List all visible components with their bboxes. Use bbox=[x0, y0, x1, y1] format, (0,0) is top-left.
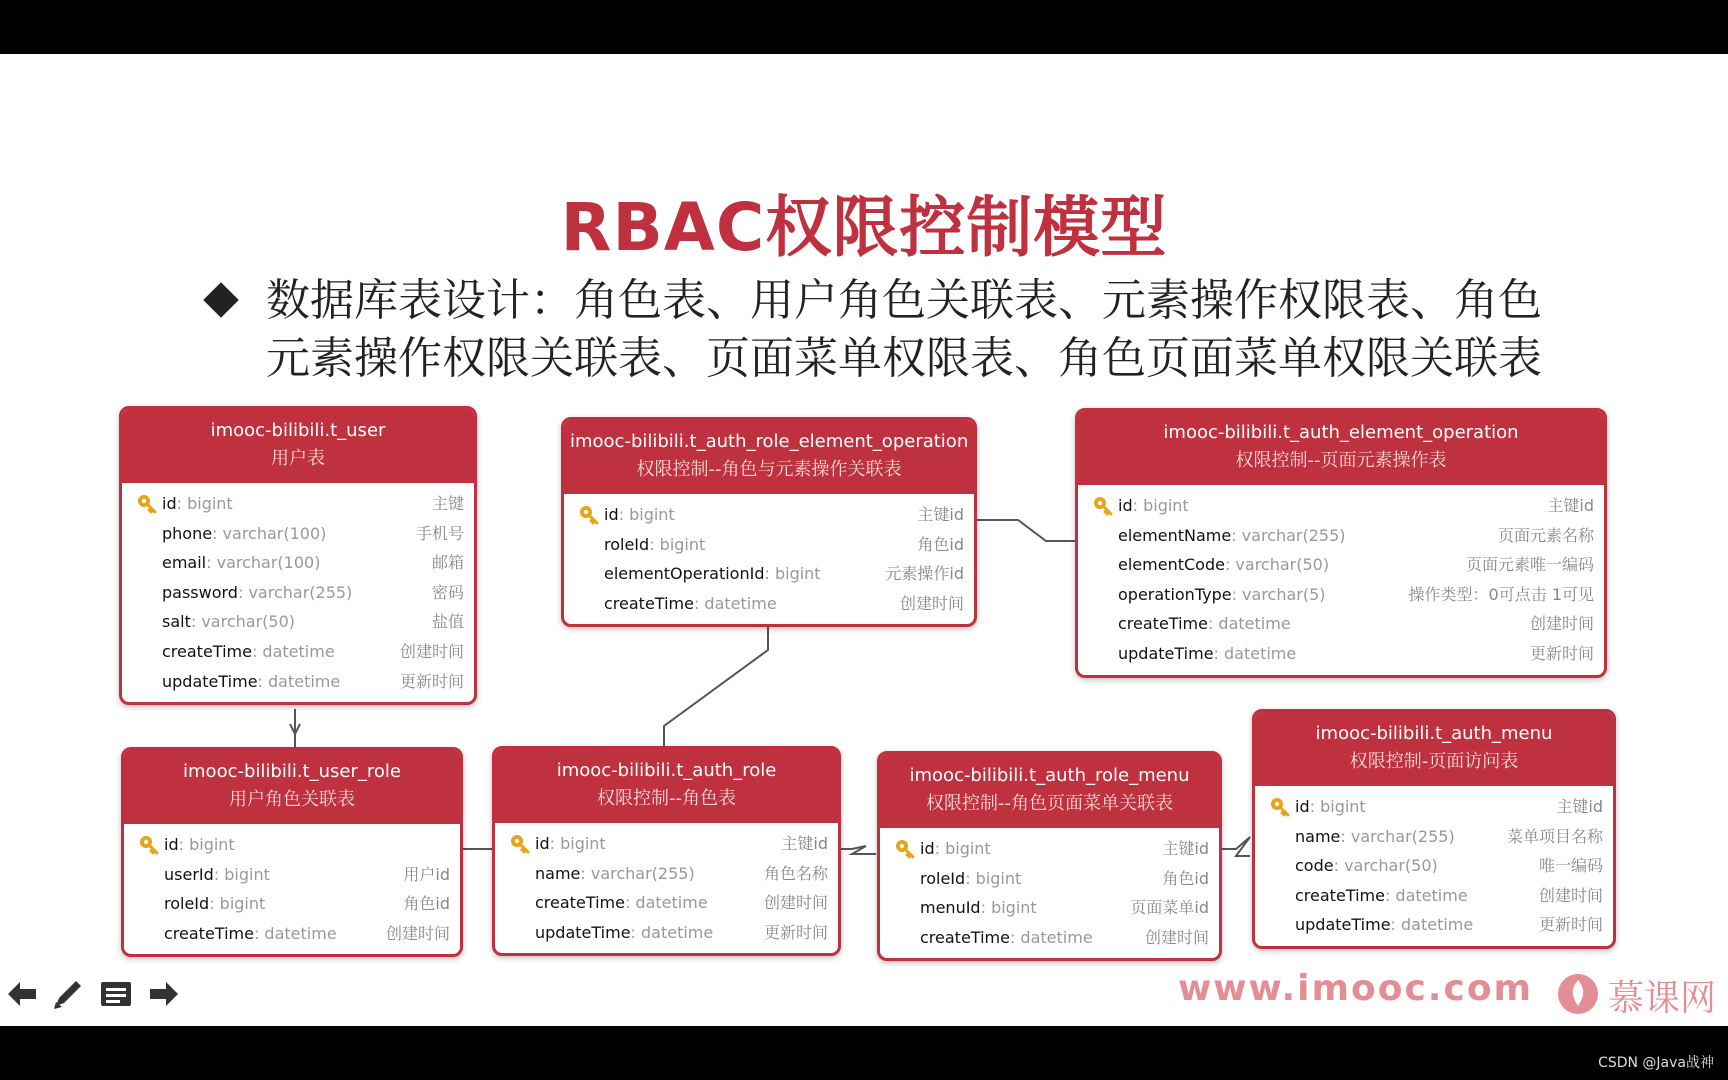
field-name-text: createTime bbox=[535, 893, 625, 913]
field-row-updateTime bbox=[1078, 639, 1604, 669]
field-type: : bigint bbox=[176, 494, 233, 513]
field-list bbox=[122, 483, 474, 702]
primary-key-icon bbox=[1269, 796, 1291, 818]
field-name-text: password bbox=[162, 582, 238, 602]
field-name bbox=[535, 918, 713, 948]
field-name bbox=[535, 888, 708, 918]
field-type: : datetime bbox=[257, 671, 341, 691]
field-name bbox=[604, 500, 675, 530]
field-name bbox=[604, 589, 777, 619]
field-row-updateTime bbox=[1255, 910, 1613, 940]
field-name-text: id bbox=[604, 505, 619, 524]
field-row-id bbox=[122, 489, 474, 519]
field-type: : datetime bbox=[630, 922, 714, 942]
field-comment: 更新时间 bbox=[1538, 915, 1603, 935]
link-roleelem-role bbox=[664, 624, 768, 747]
primary-key-icon bbox=[1092, 495, 1114, 517]
field-name bbox=[535, 859, 695, 889]
field-row-roleId bbox=[564, 530, 974, 560]
field-type: : bigint bbox=[649, 534, 706, 554]
field-comment: 操作类型：0可点击 1可见 bbox=[1408, 584, 1594, 604]
field-name-text: salt bbox=[162, 612, 191, 632]
arrow-left-icon[interactable] bbox=[4, 976, 40, 1012]
field-comment: 菜单项目名称 bbox=[1506, 826, 1603, 846]
field-comment: 角色id bbox=[403, 894, 450, 914]
field-type: : datetime bbox=[624, 893, 708, 913]
field-name bbox=[164, 889, 265, 919]
primary-key-icon bbox=[894, 838, 916, 860]
field-comment: 主键id bbox=[1556, 797, 1603, 816]
field-comment: 主键id bbox=[781, 834, 828, 853]
field-name-text: name bbox=[535, 863, 581, 883]
table-comment: 用户角色关联表 bbox=[229, 789, 355, 810]
field-name-text: createTime bbox=[1118, 614, 1208, 634]
field-name-text: code bbox=[1295, 856, 1334, 876]
field-row-menuId bbox=[880, 893, 1219, 923]
field-row-createTime bbox=[564, 589, 974, 619]
primary-key-icon bbox=[138, 834, 160, 856]
watermark: CSDN @Java战神 bbox=[1598, 1055, 1714, 1071]
field-name bbox=[1295, 910, 1473, 940]
field-name bbox=[162, 607, 295, 637]
field-name-text: operationType bbox=[1118, 584, 1232, 604]
field-name-text: createTime bbox=[1295, 885, 1385, 905]
arrow-right-icon[interactable] bbox=[146, 976, 182, 1012]
field-comment: 主键id bbox=[917, 505, 964, 524]
field-row-createTime bbox=[1255, 881, 1613, 911]
field-type: : bigint bbox=[965, 868, 1022, 888]
field-comment: 元素操作id bbox=[885, 564, 964, 584]
field-type: : varchar(255) bbox=[1231, 525, 1346, 545]
field-row-code bbox=[1255, 851, 1613, 881]
field-name bbox=[535, 829, 606, 859]
field-row-createTime bbox=[1078, 609, 1604, 639]
table-t-auth-menu[interactable] bbox=[1252, 709, 1616, 949]
field-name-text: menuId bbox=[920, 898, 981, 918]
field-name-text: name bbox=[1295, 826, 1341, 846]
field-type: : bigint bbox=[209, 894, 266, 914]
primary-key-icon bbox=[136, 493, 158, 515]
field-name bbox=[1295, 851, 1438, 881]
field-comment: 更新时间 bbox=[399, 671, 464, 691]
field-name-text: createTime bbox=[920, 927, 1010, 947]
field-comment: 用户id bbox=[403, 864, 450, 884]
field-row-roleId bbox=[880, 864, 1219, 894]
field-list bbox=[880, 828, 1219, 958]
field-name-text: updateTime bbox=[1118, 643, 1214, 663]
field-name bbox=[1118, 580, 1326, 610]
field-name bbox=[604, 530, 705, 560]
field-type: : bigint bbox=[549, 834, 606, 853]
field-type: : bigint bbox=[618, 505, 675, 524]
field-row-id bbox=[880, 834, 1219, 864]
field-type: : datetime bbox=[693, 593, 777, 613]
field-row-id bbox=[1255, 792, 1613, 822]
field-row-userId bbox=[124, 860, 460, 890]
table-t-user[interactable] bbox=[119, 406, 477, 705]
field-type: : bigint bbox=[1132, 496, 1189, 515]
field-row-phone bbox=[122, 519, 474, 549]
field-name bbox=[1118, 491, 1189, 521]
field-name bbox=[162, 489, 233, 519]
field-row-updateTime bbox=[122, 667, 474, 697]
table-t-user-role[interactable] bbox=[121, 747, 463, 957]
field-name bbox=[164, 830, 235, 860]
field-name bbox=[162, 519, 326, 549]
field-name bbox=[162, 548, 320, 578]
field-comment: 主键 bbox=[431, 494, 464, 513]
field-name bbox=[920, 864, 1021, 894]
field-name-text: updateTime bbox=[162, 671, 258, 691]
field-comment: 主键id bbox=[1162, 839, 1209, 858]
field-comment: 页面元素名称 bbox=[1497, 525, 1594, 545]
table-comment: 权限控制--角色表 bbox=[597, 788, 736, 809]
table-t-auth-role[interactable] bbox=[492, 746, 841, 956]
field-list bbox=[124, 824, 460, 954]
table-comment: 权限控制--页面元素操作表 bbox=[1235, 450, 1447, 471]
field-name-text: elementCode bbox=[1118, 555, 1225, 575]
field-name bbox=[162, 578, 352, 608]
website-url: www.imooc.com bbox=[1178, 968, 1534, 1009]
field-row-elementName bbox=[1078, 521, 1604, 551]
field-type: : varchar(50) bbox=[190, 612, 295, 632]
field-name-text: elementOperationId bbox=[604, 564, 765, 584]
field-comment: 创建时间 bbox=[763, 893, 828, 913]
field-type: : varchar(100) bbox=[212, 523, 327, 543]
field-name-text: id bbox=[920, 839, 935, 858]
field-type: : bigint bbox=[980, 898, 1037, 918]
table-name: imooc-bilibili.t_user bbox=[210, 420, 386, 441]
pen-icon[interactable] bbox=[50, 976, 86, 1012]
field-type: : datetime bbox=[251, 641, 335, 661]
field-comment: 手机号 bbox=[415, 523, 464, 543]
field-comment: 创建时间 bbox=[1538, 885, 1603, 905]
field-comment: 密码 bbox=[431, 582, 464, 602]
field-name-text: userId bbox=[164, 864, 214, 884]
field-type: : bigint bbox=[934, 839, 991, 858]
field-comment: 创建时间 bbox=[385, 923, 450, 943]
field-type: : datetime bbox=[1390, 915, 1474, 935]
field-row-salt bbox=[122, 607, 474, 637]
field-type: : varchar(50) bbox=[1333, 856, 1438, 876]
field-name bbox=[920, 893, 1037, 923]
field-list bbox=[495, 823, 838, 953]
table-comment: 权限控制--角色与元素操作关联表 bbox=[636, 459, 902, 480]
field-comment: 页面元素唯一编码 bbox=[1465, 555, 1594, 575]
field-comment: 邮箱 bbox=[431, 553, 464, 573]
field-comment: 主键id bbox=[1547, 496, 1594, 515]
field-row-createTime bbox=[124, 919, 460, 949]
field-type: : bigint bbox=[1309, 797, 1366, 816]
field-row-operationType bbox=[1078, 580, 1604, 610]
field-type: : datetime bbox=[1213, 643, 1297, 663]
field-name bbox=[1118, 609, 1291, 639]
field-type: : varchar(255) bbox=[1340, 826, 1455, 846]
field-type: : varchar(100) bbox=[206, 553, 321, 573]
field-name-text: id bbox=[162, 494, 177, 513]
field-list bbox=[1078, 485, 1604, 675]
table-name: imooc-bilibili.t_user_role bbox=[183, 761, 401, 782]
field-row-id bbox=[1078, 491, 1604, 521]
field-row-email bbox=[122, 548, 474, 578]
field-name bbox=[1295, 822, 1455, 852]
field-type: : datetime bbox=[1207, 614, 1291, 634]
field-name bbox=[1295, 881, 1468, 911]
field-row-id bbox=[564, 500, 974, 530]
field-type: : datetime bbox=[1384, 885, 1468, 905]
table-comment: 用户表 bbox=[271, 448, 325, 469]
imooc-logo-icon bbox=[1556, 972, 1600, 1016]
table-name: imooc-bilibili.t_auth_menu bbox=[1315, 723, 1553, 744]
field-type: : bigint bbox=[213, 864, 270, 884]
field-type: : datetime bbox=[253, 923, 337, 943]
field-name bbox=[1118, 639, 1296, 669]
field-list bbox=[1255, 786, 1613, 946]
subtitle-line-1: 数据库表设计：角色表、用户角色关联表、元素操作权限表、角色 bbox=[266, 275, 1542, 326]
field-row-name bbox=[495, 859, 838, 889]
field-name bbox=[164, 919, 337, 949]
field-row-createTime bbox=[122, 637, 474, 667]
field-type: : bigint bbox=[178, 835, 235, 854]
link-role-rolemenu bbox=[837, 846, 876, 854]
notes-icon[interactable] bbox=[98, 976, 134, 1012]
field-comment: 角色id bbox=[1162, 868, 1209, 888]
field-type: : datetime bbox=[1009, 927, 1093, 947]
link-roleelem-elem bbox=[974, 520, 1075, 541]
field-comment: 角色id bbox=[917, 534, 964, 554]
field-row-password bbox=[122, 578, 474, 608]
field-name-text: updateTime bbox=[1295, 915, 1391, 935]
field-type: : varchar(5) bbox=[1231, 584, 1326, 604]
field-name bbox=[162, 667, 340, 697]
link-rolemenu-menu bbox=[1218, 837, 1250, 856]
field-comment: 角色名称 bbox=[763, 863, 828, 883]
field-row-elementCode bbox=[1078, 550, 1604, 580]
field-comment: 页面菜单id bbox=[1130, 898, 1209, 918]
field-comment: 创建时间 bbox=[399, 641, 464, 661]
field-row-name bbox=[1255, 822, 1613, 852]
field-type: : bigint bbox=[764, 564, 821, 584]
field-name-text: createTime bbox=[162, 641, 252, 661]
field-name-text: createTime bbox=[164, 923, 254, 943]
field-name-text: elementName bbox=[1118, 525, 1232, 545]
field-row-id bbox=[495, 829, 838, 859]
field-name-text: id bbox=[164, 835, 179, 854]
primary-key-icon bbox=[578, 504, 600, 526]
table-name: imooc-bilibili.t_auth_element_operation bbox=[1163, 422, 1519, 443]
field-comment: 创建时间 bbox=[899, 593, 964, 613]
field-name bbox=[920, 834, 991, 864]
field-comment: 创建时间 bbox=[1529, 614, 1594, 634]
field-row-roleId bbox=[124, 889, 460, 919]
table-t-auth-role-element-operation[interactable] bbox=[561, 417, 977, 627]
subtitle-line-2: 元素操作权限关联表、页面菜单权限表、角色页面菜单权限关联表 bbox=[266, 333, 1542, 384]
field-name-text: email bbox=[162, 553, 207, 573]
field-name bbox=[164, 860, 270, 890]
field-comment: 更新时间 bbox=[763, 922, 828, 942]
table-name: imooc-bilibili.t_auth_role bbox=[556, 760, 777, 781]
field-type: : varchar(255) bbox=[237, 582, 353, 602]
field-name-text: roleId bbox=[920, 868, 966, 888]
field-name bbox=[604, 559, 821, 589]
field-name-text: roleId bbox=[604, 534, 650, 554]
field-row-createTime bbox=[880, 923, 1219, 953]
field-name-text: createTime bbox=[604, 593, 694, 613]
field-name-text: id bbox=[1295, 797, 1310, 816]
field-type: : varchar(50) bbox=[1224, 555, 1330, 575]
field-name bbox=[162, 637, 335, 667]
slide-title: RBAC权限控制模型 bbox=[560, 189, 1168, 266]
field-comment: 创建时间 bbox=[1144, 927, 1209, 947]
table-name: imooc-bilibili.t_auth_role_menu bbox=[909, 765, 1190, 786]
field-name bbox=[1118, 521, 1346, 551]
slide bbox=[0, 54, 1728, 1026]
field-row-elementOperationId bbox=[564, 559, 974, 589]
field-name-text: id bbox=[1118, 496, 1133, 515]
field-row-updateTime bbox=[495, 918, 838, 948]
brand-name: 慕课网 bbox=[1608, 978, 1717, 1019]
table-t-auth-element-operation[interactable] bbox=[1075, 408, 1607, 678]
field-name-text: updateTime bbox=[535, 922, 631, 942]
field-name-text: roleId bbox=[164, 894, 210, 914]
presentation-footer bbox=[0, 968, 1728, 1026]
field-name bbox=[1295, 792, 1366, 822]
field-name bbox=[920, 923, 1093, 953]
table-name: imooc-bilibili.t_auth_role_element_operation bbox=[570, 431, 969, 452]
field-row-id bbox=[124, 830, 460, 860]
primary-key-icon bbox=[509, 833, 531, 855]
table-comment: 权限控制--角色页面菜单关联表 bbox=[926, 793, 1173, 814]
table-comment: 权限控制-页面访问表 bbox=[1349, 751, 1519, 772]
table-t-auth-role-menu[interactable] bbox=[877, 751, 1222, 961]
field-comment: 更新时间 bbox=[1529, 643, 1594, 663]
field-comment: 唯一编码 bbox=[1538, 856, 1603, 876]
field-name-text: id bbox=[535, 834, 550, 853]
field-comment: 盐值 bbox=[431, 612, 464, 632]
field-type: : varchar(255) bbox=[580, 863, 695, 883]
field-name bbox=[1118, 550, 1329, 580]
field-list bbox=[564, 494, 974, 624]
field-row-createTime bbox=[495, 888, 838, 918]
field-name-text: phone bbox=[162, 523, 213, 543]
